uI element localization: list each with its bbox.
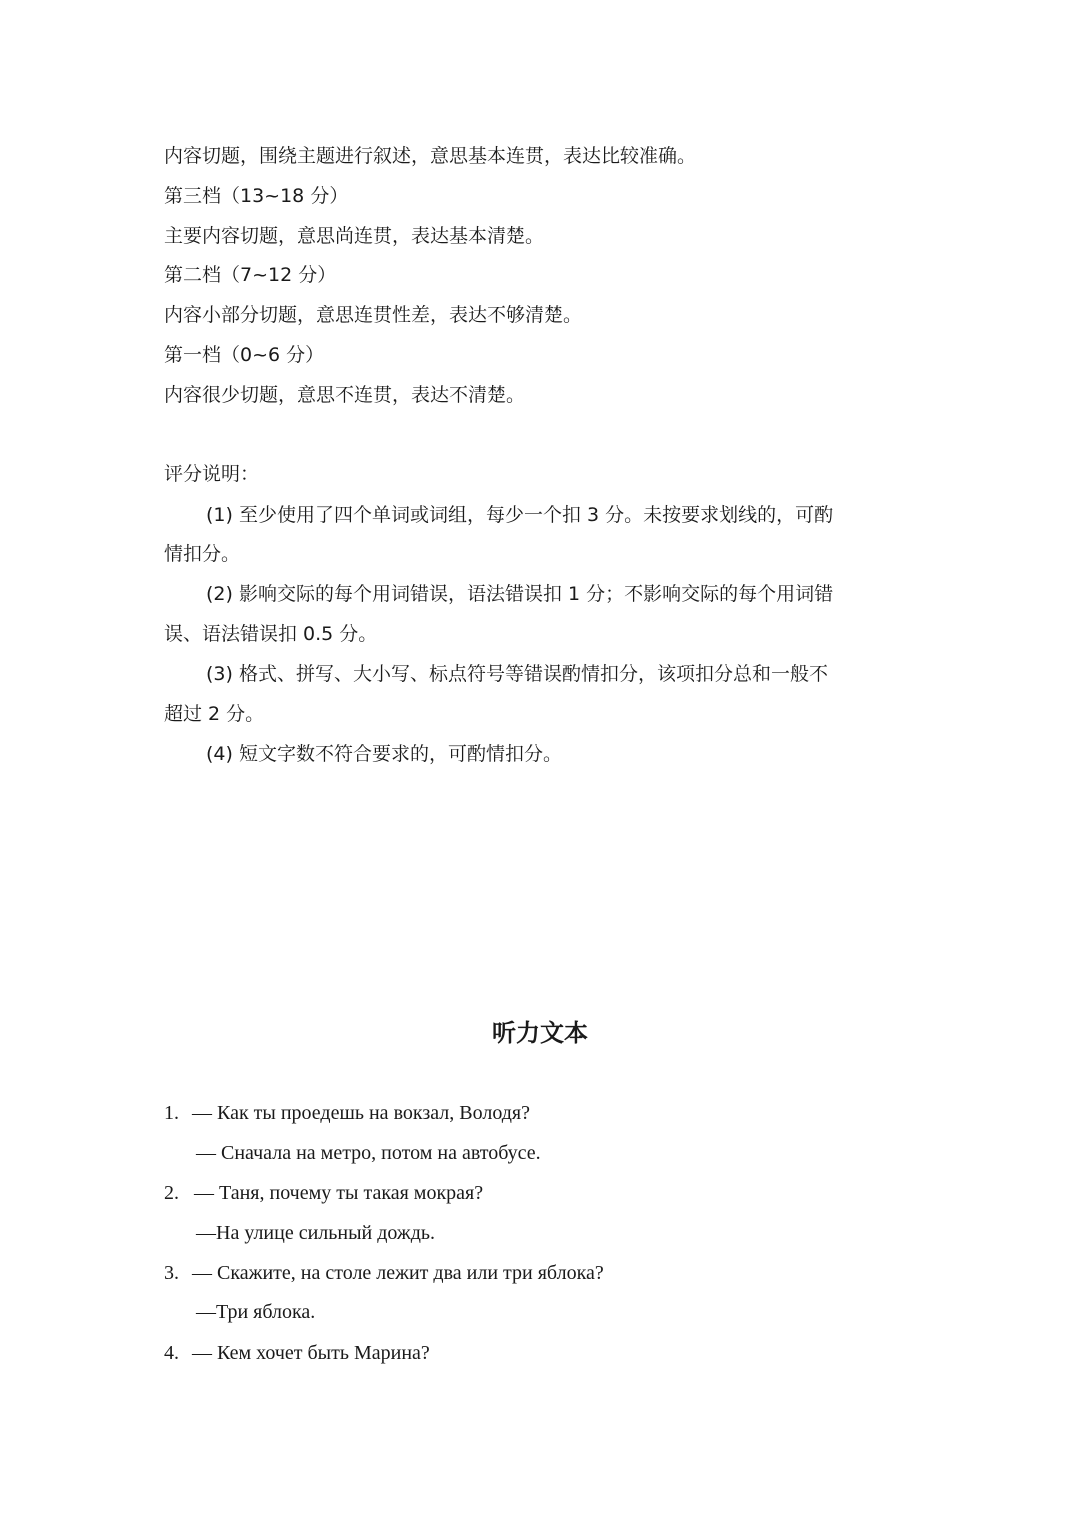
note-item-line: (2) 影响交际的每个用词错误，语法错误扣 1 分；不影响交际的每个用词错	[206, 583, 834, 605]
item-number: 2.	[164, 1182, 179, 1204]
note-item-line: (1) 至少使用了四个单词或词组，每少一个扣 3 分。未按要求划线的，可酌	[206, 504, 834, 526]
note-item-line: (4) 短文字数不符合要求的，可酌情扣分。	[206, 743, 562, 765]
note-item-continuation: 误、语法错误扣 0.5 分。	[164, 623, 378, 645]
item-number: 1.	[164, 1102, 179, 1124]
score-level-text: 内容小部分切题，意思连贯性差，表达不够清楚。	[164, 304, 583, 326]
score-level-heading: 第三档（13~18 分）	[164, 185, 349, 207]
score-level-heading: 第二档（7~12 分）	[164, 264, 337, 286]
item-number: 4.	[164, 1342, 179, 1364]
score-level-heading: 第一档（0~6 分）	[164, 344, 325, 366]
dialogue-question: — Как ты проедешь на вокзал, Володя?	[192, 1102, 530, 1124]
dialogue-answer: —Три яблока.	[196, 1301, 316, 1323]
listening-title: 听力文本	[492, 1019, 588, 1047]
dialogue-question: — Скажите, на столе лежит два или три яблока?	[192, 1262, 604, 1284]
score-level-text: 主要内容切题，意思尚连贯，表达基本清楚。	[164, 225, 545, 247]
note-item-line: (3) 格式、拼写、大小写、标点符号等错误酌情扣分，该项扣分总和一般不	[206, 663, 828, 685]
dialogue-answer: —На улице сильный дождь.	[196, 1222, 436, 1244]
note-item-continuation: 情扣分。	[164, 543, 241, 565]
score-level-text: 内容切题，围绕主题进行叙述，意思基本连贯，表达比较准确。	[164, 145, 697, 167]
dialogue-answer: — Сначала на метро, потом на автобусе.	[196, 1142, 541, 1164]
score-level-text: 内容很少切题，意思不连贯，表达不清楚。	[164, 384, 526, 406]
dialogue-question: — Кем хочет быть Марина?	[192, 1342, 430, 1364]
item-number: 3.	[164, 1262, 179, 1284]
dialogue-question: — Таня, почему ты такая мокрая?	[194, 1182, 484, 1204]
note-item-continuation: 超过 2 分。	[164, 703, 265, 725]
notes-heading: 评分说明：	[164, 463, 260, 485]
